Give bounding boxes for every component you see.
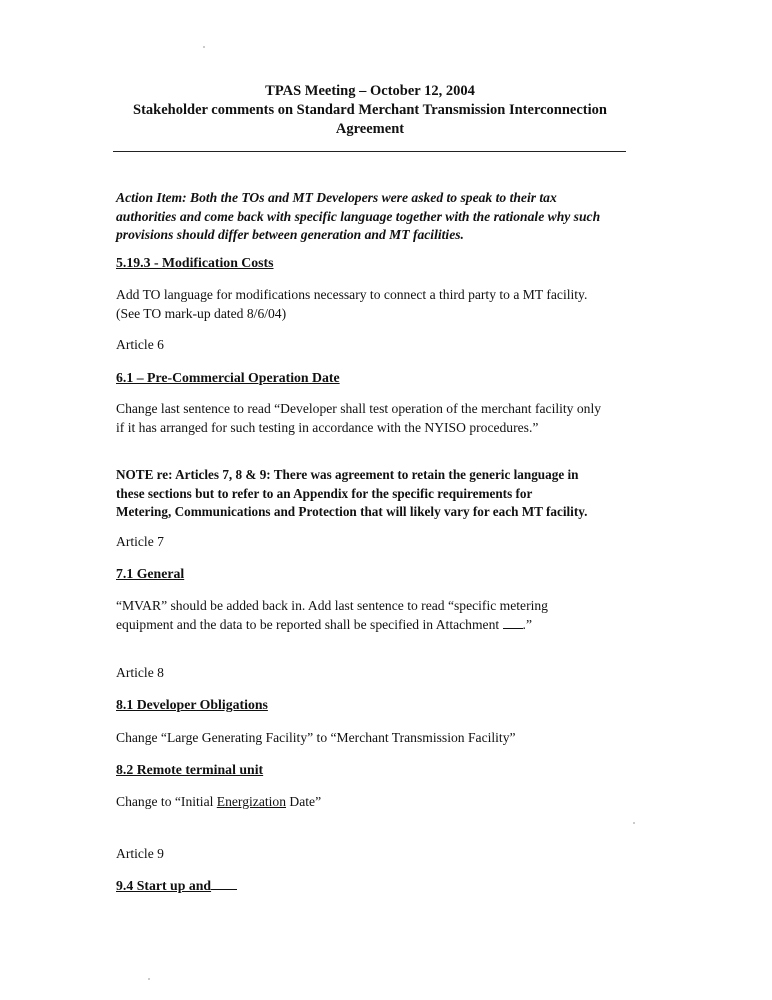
note-line-1: NOTE re: Articles 7, 8 & 9: There was agreement to retain the generic language in	[116, 467, 579, 482]
section-7-1-line-2	[116, 616, 636, 635]
section-9-4-heading-text: 9.4 Start up and	[116, 878, 212, 893]
title-line-1: TPAS Meeting – October 12, 2004	[265, 83, 475, 99]
section-6-1-body	[116, 400, 636, 437]
section-8-1-heading: 8.1 Developer Obligations	[116, 697, 268, 712]
action-item-line-3: provisions should differ between generation and MT facilities.	[116, 227, 464, 242]
section-6-1-line-1: Change last sentence to read “Developer shall test operation of the merchant facility only	[116, 401, 602, 416]
action-item	[116, 189, 636, 245]
note-line-3: Metering, Communications and Protection that will likely vary for each MT facility.	[116, 504, 588, 519]
section-7-1-body	[116, 597, 636, 634]
scan-speck	[148, 978, 150, 980]
section-8-2-heading: 8.2 Remote terminal unit	[116, 762, 264, 777]
articles-note	[116, 466, 636, 522]
section-8-1-body: Change “Large Generating Facility” to “Merchant Transmission Facility”	[116, 730, 516, 745]
section-6-1-line-2: if it has arranged for such testing in accordance with the NYISO procedures.”	[116, 419, 539, 435]
section-8-2-text: Change to “Initial	[116, 794, 217, 809]
article-8-label: Article 8	[116, 665, 164, 680]
article-9-label: Article 9	[116, 846, 164, 861]
document-title	[100, 82, 640, 139]
attachment-blank	[503, 618, 523, 629]
section-8-2-body	[116, 793, 636, 812]
section-5-19-3-heading: 5.19.3 - Modification Costs	[116, 255, 274, 270]
article-6-label: Article 6	[116, 337, 164, 352]
section-7-1-line-2-text: equipment and the data to be reported shall be specified in Attachment	[116, 616, 503, 632]
section-5-19-3-line-1: Add TO language for modifications necessary to connect a third party to a MT facility.	[116, 287, 588, 302]
article-7-label: Article 7	[116, 534, 164, 549]
action-item-line-1: Action Item: Both the TOs and MT Developers were asked to speak to their tax	[116, 190, 557, 205]
section-8-2-text-end: Date”	[286, 794, 322, 809]
section-9-4-heading	[116, 877, 636, 896]
section-7-1-line-1: “MVAR” should be added back in. Add last sentence to read “specific metering	[116, 598, 548, 613]
scan-speck	[633, 822, 635, 824]
section-7-1-line-2-end: .”	[522, 616, 532, 632]
section-6-1-heading: 6.1 – Pre-Commercial Operation Date	[116, 370, 340, 385]
scan-speck	[203, 46, 205, 48]
section-5-19-3-body	[116, 286, 636, 323]
section-7-1-heading: 7.1 General	[116, 566, 185, 581]
note-line-2: these sections but to refer to an Appendix for the specific requirements for	[116, 485, 533, 501]
section-5-19-3-line-2: (See TO mark-up dated 8/6/04)	[116, 305, 287, 321]
title-line-2: Stakeholder comments on Standard Merchant Transmission Interconnection	[133, 102, 607, 118]
action-item-line-2: authorities and come back with specific language together with the rationale why such	[116, 208, 601, 224]
section-9-4-trailing-blank	[211, 879, 237, 890]
title-divider	[113, 151, 626, 152]
title-line-3: Agreement	[335, 121, 405, 137]
section-8-2-underlined: Energization	[216, 794, 287, 809]
